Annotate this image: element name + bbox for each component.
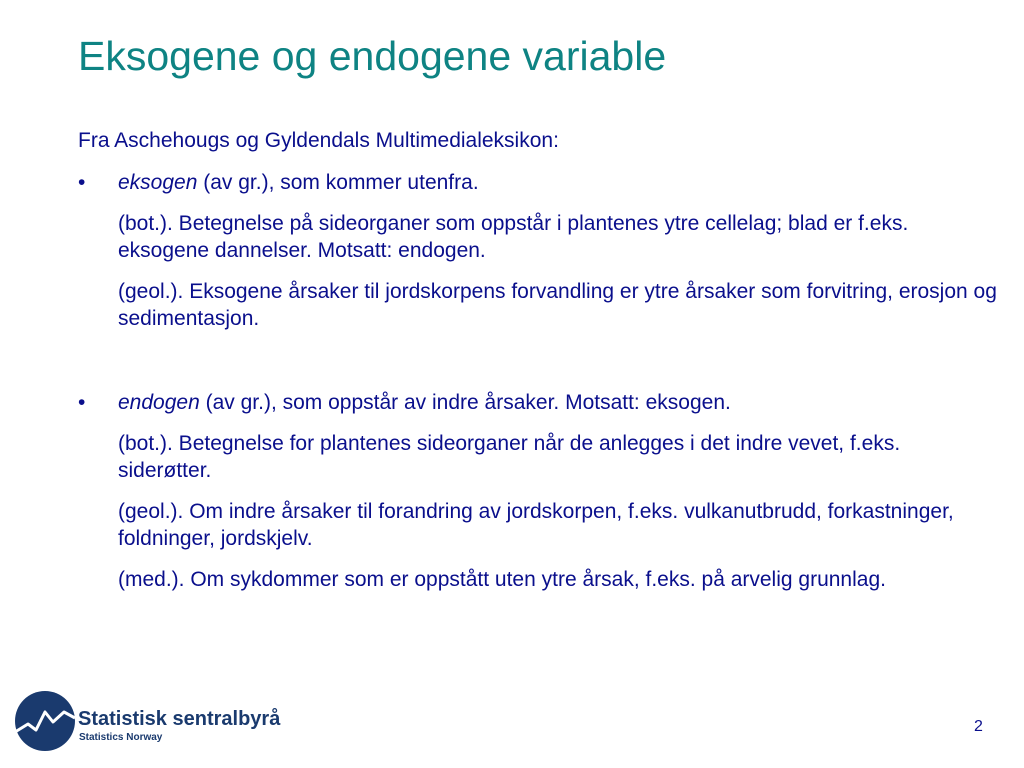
logo-subtitle: Statistics Norway <box>79 732 163 743</box>
definition-text: (av gr.), som oppstår av indre årsaker. Motsatt: eksogen. <box>199 391 731 414</box>
bullet-endogen <box>78 389 998 593</box>
definition-text: (av gr.), som kommer utenfra. <box>197 171 479 194</box>
slide-content <box>78 127 998 593</box>
detail-paragraph: (geol.). Om indre årsaker til forandring av jordskorpen, f.eks. vulkanutbrudd, forkastninger, foldninger, jordskjelv. <box>118 500 954 550</box>
spacer <box>78 332 998 374</box>
detail-paragraph: (bot.). Betegnelse på sideorganer som oppstår i plantenes ytre cellelag; blad er f.eks. eksogene dannelser. Motsatt: endogen. <box>118 212 909 262</box>
intro-line: Fra Aschehougs og Gyldendals Multimedialeksikon: <box>78 129 559 152</box>
page-number: 2 <box>974 718 983 735</box>
term-eksogen: eksogen <box>118 171 198 194</box>
detail-paragraph: (med.). Om sykdommer som er oppstått uten ytre årsak, f.eks. på arvelig grunnlag. <box>118 568 886 591</box>
bullet-icon: • <box>78 171 86 194</box>
bullet-line <box>78 169 998 196</box>
logo-name: Statistisk sentralbyrå <box>78 708 281 730</box>
detail-paragraph: (bot.). Betegnelse for plantenes sideorganer når de anlegges i det indre vevet, f.eks. siderøtter. <box>118 432 901 482</box>
detail-paragraph: (geol.). Eksogene årsaker til jordskorpens forvandling er ytre årsaker som forvitring, erosjon og sedimentasjon. <box>118 280 997 330</box>
bullet-eksogen <box>78 169 998 332</box>
bullet-icon: • <box>78 391 86 414</box>
term-endogen: endogen <box>118 391 200 414</box>
slide-title: Eksogene og endogene variable <box>78 33 667 79</box>
bullet-line <box>78 389 998 416</box>
